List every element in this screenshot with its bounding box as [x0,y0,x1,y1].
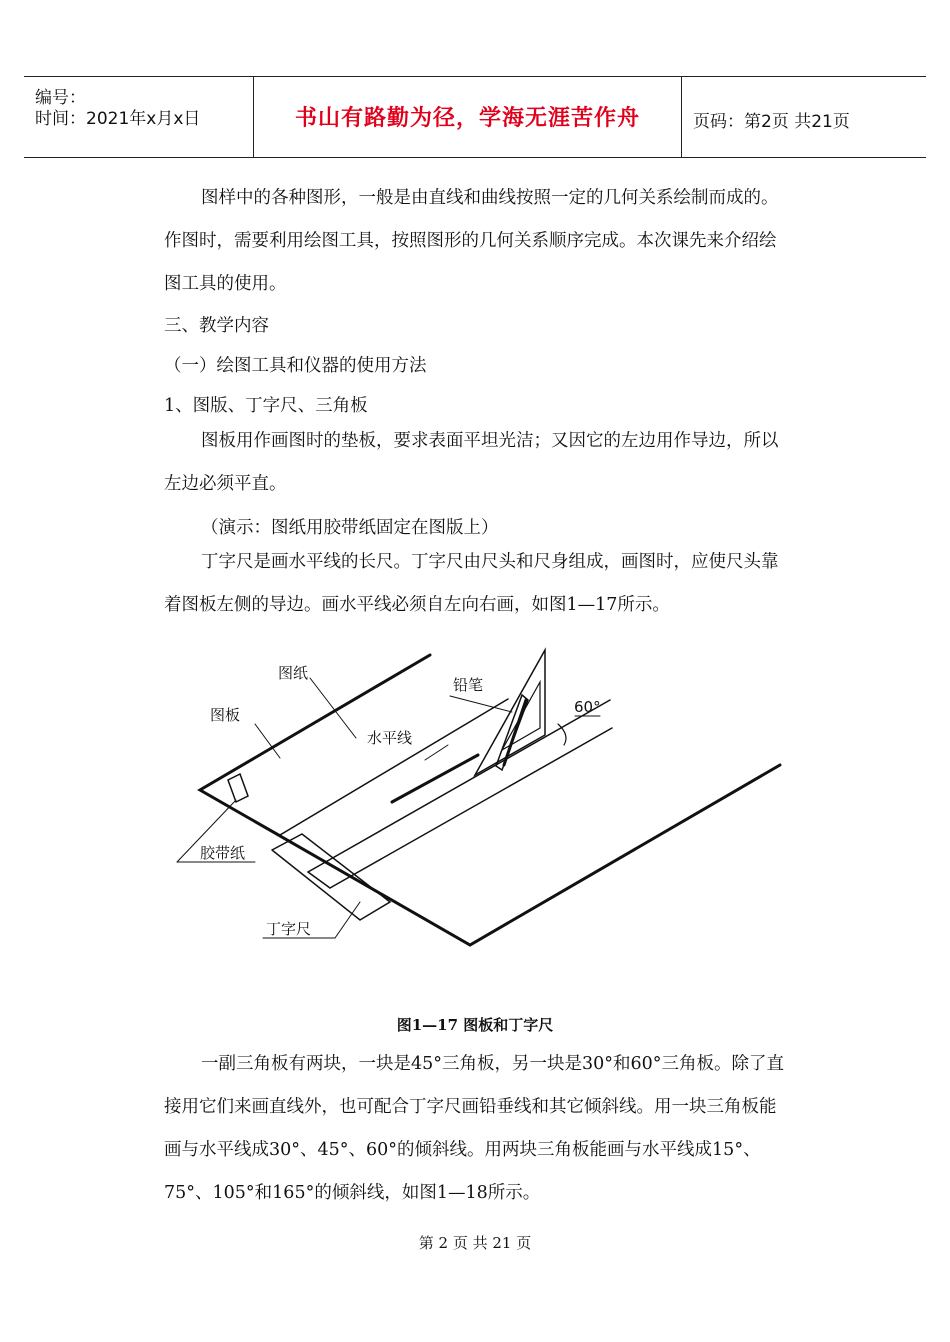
label-horizontal-line: 水平线 [367,729,413,747]
horizontal-line-drawn [392,755,478,802]
t-square-edge-upper [308,700,610,872]
label-angle: 60° [574,698,601,716]
paragraph-t-square: 丁字尺是画水平线的长尺。丁字尺由尺头和尺身组成，画图时，应使尺头靠着图板左侧的导边。画水平线必须自左向右画，如图1—17所示。 [164,552,779,615]
tape-strip [228,774,248,802]
figure-drawing-board [160,640,800,960]
header-info-cell [24,77,253,157]
label-board: 图板 [210,706,241,724]
board-outline [200,655,780,945]
paragraph-intro: 图样中的各种图形，一般是由直线和曲线按照一定的几何关系绘制而成的。作图时，需要利用绘图工具，按照图形的几何关系顺序完成。本次课先来介绍绘图工具的使用。 [164,188,779,294]
item-heading: 1、图版、丁字尺、三角板 [164,396,368,416]
document-time-label: 时间：2021年x月x日 [35,109,201,129]
t-square-head [272,834,390,920]
demo-note: （演示：图纸用胶带纸固定在图版上） [201,518,499,538]
label-tape: 胶带纸 [200,844,246,862]
header-page-cell [681,77,926,157]
header-page-code: 页码：第2页 共21页 [693,112,850,132]
label-paper: 图纸 [278,664,309,682]
page-header [24,76,926,158]
section-heading: 三、教学内容 [164,316,269,336]
header-motto-cell [253,77,682,157]
subsection-heading: （一）绘图工具和仪器的使用方法 [164,356,427,376]
t-square-edge-lower [330,728,612,888]
label-t-square: 丁字尺 [266,920,312,938]
header-motto: 书山有路勤为径，学海无涯苦作舟 [294,106,640,131]
paragraph-triangles: 一副三角板有两块，一块是45°三角板，另一块是30°和60°三角板。除了直接用它们来画直线外，也可配合丁字尺画铅垂线和其它倾斜线。用一块三角板能画与水平线成30°、45°、60°的倾斜线。用两块三角板能画与水平线成15°、75°、105°和165°的倾斜线，如图1—18所示。 [164,1054,785,1203]
figure-caption: 图1—17 图板和丁字尺 [396,1016,554,1034]
paper-sheet [200,699,508,835]
document-number-label: 编号： [35,88,86,108]
paragraph-board: 图板用作画图时的垫板，要求表面平坦光洁；又因它的左边用作导边，所以左边必须平直。 [164,431,779,494]
label-pencil: 铅笔 [453,676,484,694]
page-footer: 第 2 页 共 21 页 [418,1234,532,1252]
